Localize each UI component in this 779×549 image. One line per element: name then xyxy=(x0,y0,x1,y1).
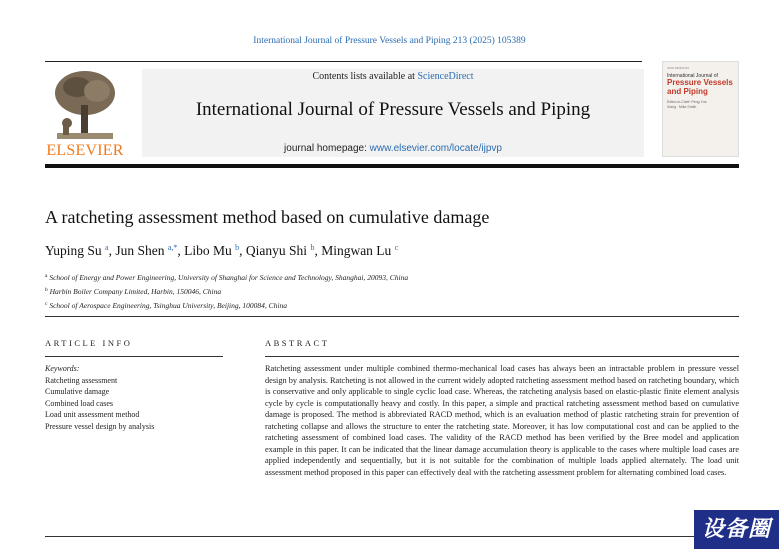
keyword-item: Ratcheting assessment xyxy=(45,375,118,385)
keyword-item: Pressure vessel design by analysis xyxy=(45,421,155,431)
top-divider xyxy=(45,61,642,62)
homepage-line xyxy=(142,143,644,154)
keywords-label: Keywords: xyxy=(45,364,80,373)
journal-homepage-link[interactable]: www.elsevier.com/locate/ijpvp xyxy=(369,143,502,154)
affiliation-item: $^b$ Harbin Boiler Company Limited, Harbin, 150046, China xyxy=(45,287,222,296)
affiliation-list xyxy=(45,270,408,312)
author-name[interactable]: Yuping Su xyxy=(45,243,102,258)
article-info-heading: ARTICLE INFO xyxy=(45,338,133,348)
journal-cover-thumbnail[interactable] xyxy=(662,61,739,157)
journal-title: International Journal of Pressure Vessels and Piping xyxy=(195,99,591,120)
keyword-item: Load unit assessment method xyxy=(45,410,140,419)
keyword-item: Cumulative damage xyxy=(45,387,110,396)
author-name[interactable]: Qianyu Shi xyxy=(245,243,308,258)
author-affiliation-mark[interactable]: b xyxy=(310,243,315,252)
section-divider xyxy=(45,316,739,317)
author-affiliation-mark[interactable]: c xyxy=(394,243,399,252)
abstract-heading: ABSTRACT xyxy=(265,338,330,348)
cover-mini-title: International Journal of xyxy=(667,73,718,79)
keyword-item: Combined load cases xyxy=(45,398,113,408)
elsevier-logo[interactable] xyxy=(45,67,125,159)
watermark-logo: 设备圈 xyxy=(694,510,779,549)
author-name[interactable]: Jun Shen xyxy=(115,243,165,258)
journal-header xyxy=(142,69,644,157)
author-list: Yuping Su $^a$, Jun Shen $^{a,*}$, Libo Mu $^b$, Qianyu Shi $^b$, Mingwan Lu $^c$ xyxy=(45,243,399,258)
author-name[interactable]: Libo Mu xyxy=(184,243,232,258)
header-divider xyxy=(45,164,739,168)
keywords-block xyxy=(45,363,154,432)
elsevier-wordmark: ELSEVIER xyxy=(46,142,124,159)
article-info-divider xyxy=(45,356,223,357)
contents-line xyxy=(142,71,644,82)
contents-prefix: Contents lists available at xyxy=(312,71,418,82)
author-affiliation-mark[interactable]: b xyxy=(235,243,240,252)
cover-title: Pressure Vessels and Piping xyxy=(667,78,733,96)
abstract-divider xyxy=(265,356,739,357)
author-name[interactable]: Mingwan Lu xyxy=(321,243,392,258)
cover-subtitle: Editor-in-Chief: Peng-Yue Xiang · Mike Smith xyxy=(667,100,707,109)
article-title: A ratcheting assessment method based on cumulative damage xyxy=(45,207,490,227)
affiliation-item: $^a$ School of Energy and Power Engineering, University of Shanghai for Science and Technology, Shanghai, 20093, China xyxy=(45,273,409,282)
author-affiliation-mark[interactable]: a,* xyxy=(167,243,178,252)
homepage-prefix: journal homepage: xyxy=(284,143,370,154)
abstract-text: Ratcheting assessment under multiple combined thermo-mechanical load cases has always been an intractable problem in pressure vessel design by analysis. Ratcheting is not allowed in the current widely adopted ratcheting assessment method based on ratcheting boundary, which is conservative and only applicable to single cyclic load case. Whereas, the ratcheting analysis based on elastic-plastic finite element analysis cycle by cycle is computationally heavy and costly. In this paper, a simple and practical ratcheting assessment method based on cumulative damage is proposed. The method is abbreviated RACD method, which is an evaluation method of plastic ratcheting strain for prevention of ratcheting collapse and allows the structure to enter the ratcheting state. Moreover, it has low computational cost and can be applied to the ratcheting assessment of combined load cases. The validity of the RACD method has been verified by the Bree model and application example in this paper. It can be indicated that the linear damage accumulation theory is applicable to the cases where multiple load cases are applied independently and sequentially, but it is not suitable for the combination of multiple loads applied alternately. The load unit assessment method proposed in this paper can effectively deal with the ratcheting assessment problem for alternating combined load cases. xyxy=(265,364,739,477)
sciencedirect-link[interactable]: ScienceDirect xyxy=(417,71,474,82)
journal-reference[interactable]: International Journal of Pressure Vessels and Piping 213 (2025) 105389 xyxy=(253,36,526,46)
bottom-divider xyxy=(45,536,739,537)
elsevier-tree-icon xyxy=(47,67,123,141)
affiliation-item: $^c$ School of Aerospace Engineering, Tsinghua University, Beijing, 100084, China xyxy=(45,301,287,310)
author-affiliation-mark[interactable]: a xyxy=(105,243,109,252)
cover-issn: ISSN 0308-0161 xyxy=(667,66,690,70)
